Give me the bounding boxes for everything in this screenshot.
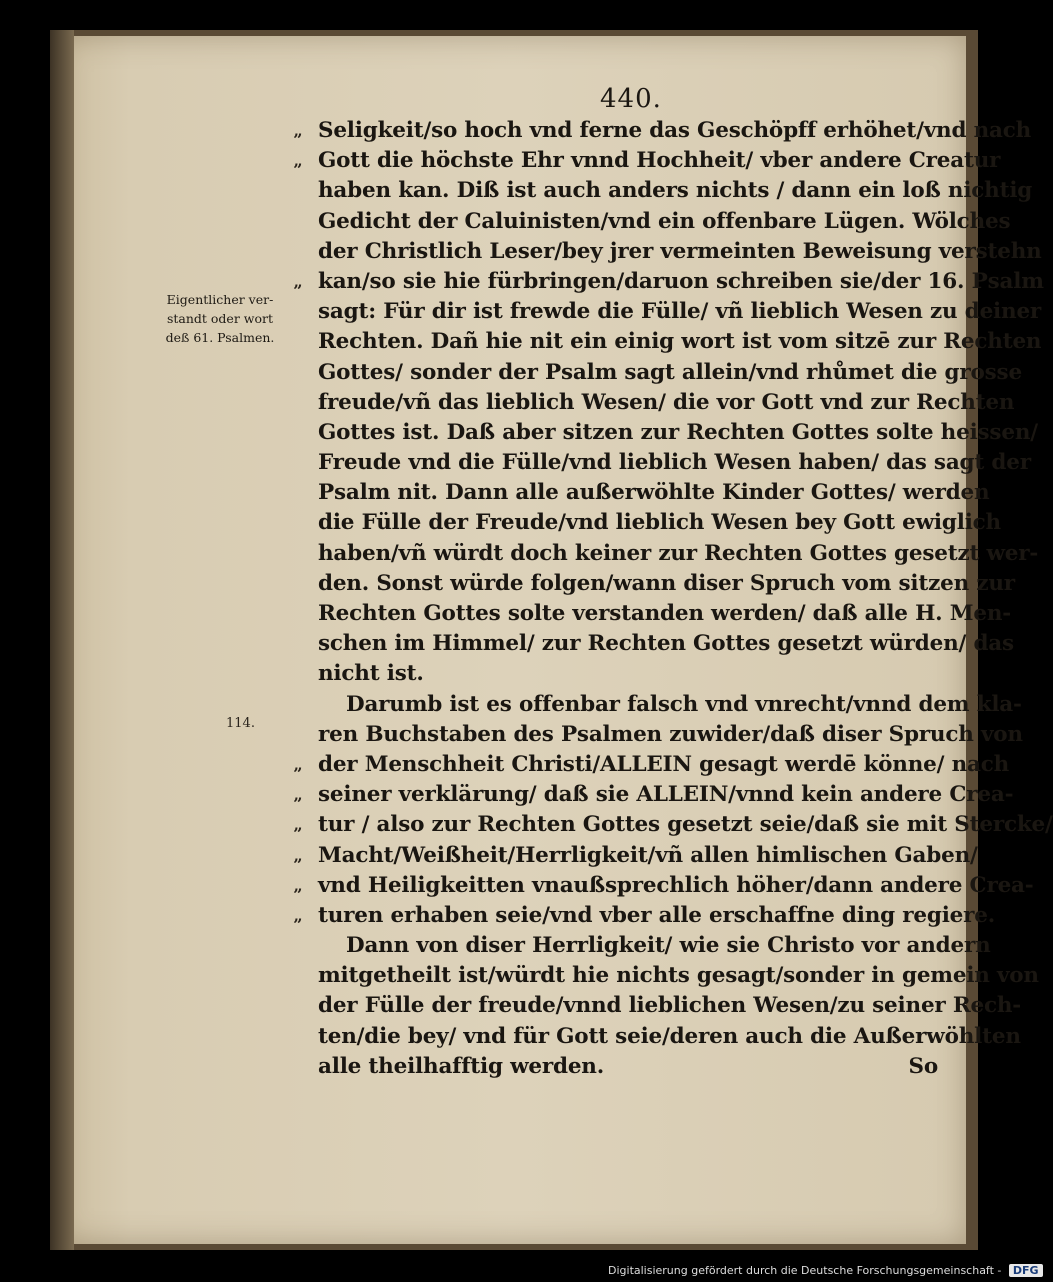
text-line: [288, 297, 1042, 327]
line-text: der Menschheit Christi/ALLEIN gesagt werdē könne/ nach: [318, 751, 1010, 777]
text-line: [288, 599, 1011, 629]
dfg-logo: DFG: [1009, 1264, 1043, 1277]
line-text: Darumb ist es offenbar falsch vnd vnrecht/vnnd dem kla-: [346, 691, 1022, 717]
line-text: Macht/Weißheit/Herrligkeit/vñ allen himlischen Gaben/: [318, 842, 978, 868]
text-line: [288, 1052, 948, 1082]
line-text: nicht ist.: [318, 661, 424, 687]
text-line: [288, 539, 1039, 569]
line-text: Seligkeit/so hoch vnd ferne das Geschöpff erhöhet/vnd nach: [318, 118, 1032, 143]
line-text: sagt: Für dir ist frewde die Fülle/ vñ lieblich Wesen zu deiner: [318, 299, 1042, 325]
line-text: Gedicht der Caluinisten/vnd ein offenbare Lügen. Wölches: [318, 208, 1011, 234]
quote-mark: „: [293, 905, 303, 925]
line-text: schen im Himmel/ zur Rechten Gottes gesetzt würden/ das: [318, 631, 1014, 657]
text-line: [288, 780, 1014, 810]
text-line: [288, 901, 996, 931]
line-text: der Fülle der freude/vnnd lieblichen Wesen/zu seiner Rech-: [318, 993, 1022, 1019]
line-text: die Fülle der Freude/vnd lieblich Wesen bey Gott ewiglich: [318, 510, 1001, 536]
text-line: [288, 659, 948, 689]
line-text: tur / also zur Rechten Gottes gesetzt seie/daß sie mit Stercke/: [318, 812, 1053, 838]
body-text: [288, 116, 1053, 1082]
margin-note: [140, 290, 300, 347]
quote-mark: „: [293, 754, 303, 774]
line-text: Freude vnd die Fülle/vnd lieblich Wesen haben/ das sagt der: [318, 450, 1031, 476]
page-gutter: [50, 30, 74, 1250]
line-text: Gottes/ sonder der Psalm sagt allein/vnd rhůmet die grosse: [318, 359, 1022, 385]
text-line: [288, 176, 1033, 206]
text-line: [288, 750, 1010, 780]
text-line: [288, 237, 1042, 267]
line-text: den. Sonst würde folgen/wann diser Spruch vom sitzen zur: [318, 570, 1015, 596]
text-line: [288, 358, 1022, 388]
line-text: Rechten. Dañ hie nit ein einig wort ist vom sitzē zur Rechten: [318, 329, 1042, 355]
text-line: [288, 478, 990, 508]
quote-mark: „: [293, 121, 303, 140]
quote-mark: „: [293, 785, 303, 805]
line-text: turen erhaben seie/vnd vber alle erschaffne ding regiere.: [318, 902, 996, 928]
text-line: [288, 720, 1023, 750]
text-line: [288, 931, 991, 961]
line-text: ten/die bey/ vnd für Gott seie/deren auch die Außerwöhlten: [318, 1023, 1021, 1049]
text-line: [288, 388, 1015, 418]
text-line: [288, 267, 1044, 297]
line-text: vnd Heiligkeitten vnaußsprechlich höher/dann andere Crea-: [318, 872, 1034, 898]
page-number: 440.: [600, 84, 662, 114]
catchword: So: [908, 1053, 938, 1079]
text-line: [288, 418, 1038, 448]
line-text: seiner verklärung/ daß sie ALLEIN/vnnd kein andere Crea-: [318, 782, 1014, 808]
text-line: [288, 871, 1034, 901]
line-text: ren Buchstaben des Psalmen zuwider/daß diser Spruch von: [318, 721, 1023, 747]
line-text: Rechten Gottes solte verstanden werden/ daß alle H. Men-: [318, 601, 1011, 626]
footer: [608, 1264, 1043, 1277]
line-text: mitgetheilt ist/würdt hie nichts gesagt/sonder in gemein von: [318, 963, 1039, 989]
text-line: [288, 508, 1001, 538]
line-text: der Christlich Leser/bey jrer vermeinten Beweisung verstehn: [318, 238, 1042, 264]
line-text: Gott die höchste Ehr vnnd Hochheit/ vber andere Creatur: [318, 148, 1001, 174]
text-line: [288, 690, 1022, 720]
text-line: [288, 569, 1015, 599]
text-line: [288, 991, 1022, 1021]
text-line: [288, 327, 1042, 357]
text-line: [288, 207, 1011, 237]
line-text: haben/vñ würdt doch keiner zur Rechten Gottes gesetzt wer-: [318, 540, 1039, 566]
text-line: [288, 1022, 1021, 1052]
footer-text: Digitalisierung gefördert durch die Deutsche Forschungsgemeinschaft -: [608, 1264, 1002, 1277]
text-line: [288, 116, 1032, 146]
line-text: haben kan. Diß ist auch anders nichts / dann ein loß nichtig: [318, 178, 1033, 204]
quote-mark: „: [293, 875, 303, 895]
text-line: [288, 448, 1031, 478]
line-text: Psalm nit. Dann alle außerwöhlte Kinder Gottes/ werden: [318, 480, 990, 506]
quote-mark: „: [293, 151, 303, 171]
quote-mark: „: [293, 845, 303, 865]
text-line: [288, 841, 978, 871]
quote-mark: „: [293, 815, 303, 835]
quote-mark: „: [293, 271, 303, 291]
line-text: Gottes ist. Daß aber sitzen zur Rechten Gottes solte heissen/: [318, 419, 1038, 445]
margin-number: 114.: [226, 716, 255, 731]
line-text: alle theilhafftig werden.: [318, 1053, 605, 1079]
margin-note-text: Eigentlicher ver- standt oder wort deß 61. Psalmen.: [165, 292, 275, 345]
line-text: Dann von diser Herrligkeit/ wie sie Christo vor andern: [346, 933, 991, 959]
text-line: [288, 961, 1039, 991]
text-line: [288, 629, 1014, 659]
line-text: kan/so sie hie fürbringen/daruon schreiben sie/der 16. Psalm: [318, 268, 1044, 294]
text-line: [288, 810, 1053, 840]
text-line: [288, 146, 1001, 176]
line-text: freude/vñ das lieblich Wesen/ die vor Gott vnd zur Rechten: [318, 389, 1015, 415]
